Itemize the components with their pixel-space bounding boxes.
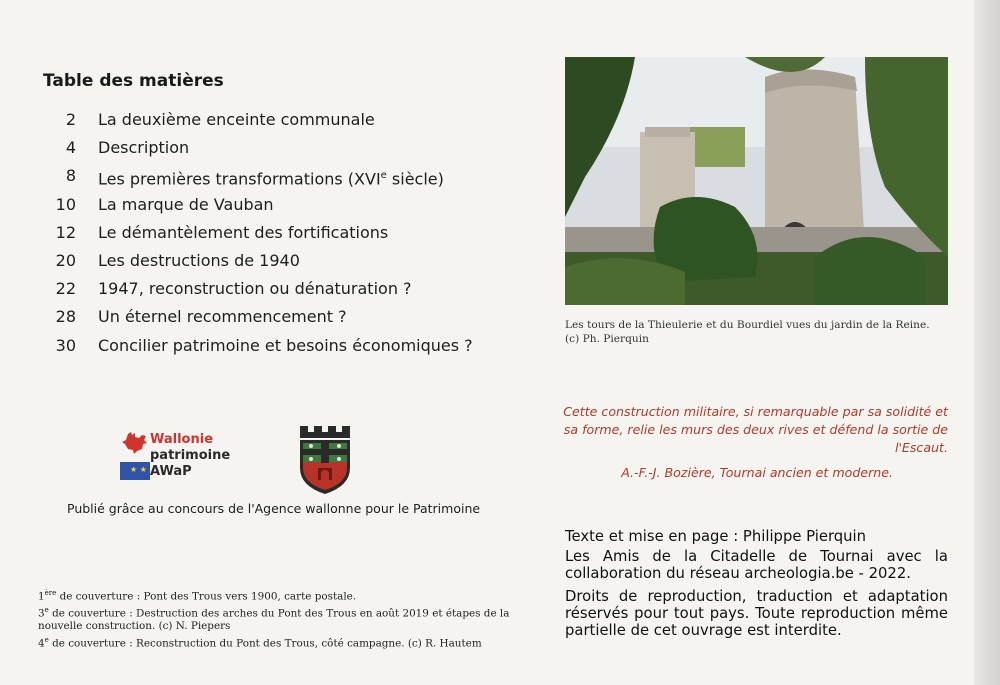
toc-entry-title: Les destructions de 1940 <box>98 250 300 270</box>
toc-entry[interactable] <box>40 247 480 275</box>
cover-credits <box>38 587 548 650</box>
superscript: e <box>44 605 49 614</box>
toc-entry-title-part: siècle) <box>386 169 444 189</box>
toc-page-number: 8 <box>65 166 76 186</box>
colophon-publisher: Les Amis de la Citadelle de Tournai avec la collaboration du réseau archeologia.be - 2022. <box>565 548 948 583</box>
tournai-coat-of-arms-icon <box>294 424 354 496</box>
rooster-icon <box>122 432 148 454</box>
credit-cover-1: 1ère de couverture : Pont des Trous vers 1900, carte postale. <box>38 589 357 603</box>
toc-entry[interactable] <box>40 191 480 219</box>
credit-text: de couverture : Pont des Trous vers 1900, carte postale. <box>56 590 357 603</box>
eu-flag-icon: ★ ★ <box>120 462 150 480</box>
superscript: ère <box>44 589 57 597</box>
credit-text: de couverture : Reconstruction du Pont des Trous, côté campagne. (c) R. Hautem <box>48 637 482 650</box>
logo-line-wallonie: Wallonie <box>150 432 214 447</box>
photo-caption <box>565 318 965 346</box>
toc-page-number: 22 <box>55 279 76 299</box>
towers-photo <box>565 57 948 305</box>
caption-credit: (c) Ph. Pierquin <box>565 333 649 345</box>
publication-credit: Publié grâce au concours de l'Agence wallonne pour le Patrimoine <box>67 501 481 516</box>
toc-entry-title: Le démantèlement des fortifications <box>98 222 389 242</box>
toc-entry[interactable] <box>40 275 480 303</box>
toc-entry[interactable] <box>40 106 480 134</box>
toc-page-number: 4 <box>65 138 76 158</box>
toc-entry-title <box>98 162 444 193</box>
toc-entry[interactable] <box>40 303 480 331</box>
toc-entry[interactable] <box>40 332 480 360</box>
toc-entry-title: La marque de Vauban <box>98 194 274 214</box>
colophon-author: Texte et mise en page : Philippe Pierquin <box>565 528 867 545</box>
toc-entry[interactable] <box>40 162 480 190</box>
credit-cover-3: 3e de couverture : Destruction des arches du Pont des Trous en août 2019 et étapes de la nouvelle construction. (c) N. Piepers <box>38 605 510 633</box>
toc-entry[interactable] <box>40 219 480 247</box>
toc-entry-title: Description <box>98 138 190 158</box>
toc-entry-title: Un éternel recommencement ? <box>98 307 347 327</box>
toc-page-number: 20 <box>55 250 76 270</box>
toc-page-number: 30 <box>55 335 76 355</box>
toc-page-number: 12 <box>55 222 76 242</box>
toc-entry[interactable] <box>40 134 480 162</box>
quote-text: Cette construction militaire, si remarquable par sa solidité et sa forme, relie les murs des deux rives et défend la sortie de l'Escaut. <box>563 404 948 455</box>
toc-entry-title-part: Les premières transformations (XVI <box>98 169 381 189</box>
toc-entry-title: Concilier patrimoine et besoins économiques ? <box>98 335 473 355</box>
colophon-rights: Droits de reproduction, traduction et adaptation réservés pour tout pays. Toute reproduction même partielle de cet ouvrage est interdite. <box>565 587 948 640</box>
century-superscript: e <box>380 170 387 182</box>
quote-author: A.-F.-J. Bozière, Tournai ancien et moderne. <box>621 465 893 480</box>
wallonie-patrimoine-logo <box>120 432 235 482</box>
toc-page-number: 2 <box>65 110 76 129</box>
toc-title: Table des matières <box>43 71 224 91</box>
page-edge-shadow <box>974 0 1000 685</box>
credit-text: de couverture : Destruction des arches du Pont des Trous en août 2019 et étapes de la nouvelle construction. (c) N. Piepers <box>38 607 510 633</box>
credit-cover-4: 4e de couverture : Reconstruction du Pont des Trous, côté campagne. (c) R. Hautem <box>38 635 482 650</box>
toc-entry-title: La deuxième enceinte communale <box>98 110 375 129</box>
caption-line: Les tours de la Thieulerie et du Bourdiel vues du jardin de la Reine. <box>565 319 930 331</box>
colophon <box>565 528 948 639</box>
logo-line-patrimoine: patrimoine <box>150 448 231 463</box>
table-of-contents <box>40 106 480 360</box>
toc-page-number: 10 <box>55 194 76 214</box>
superscript: e <box>44 635 49 644</box>
toc-page-number: 28 <box>55 307 76 327</box>
toc-entry-title: 1947, reconstruction ou dénaturation ? <box>98 279 412 299</box>
logo-line-awap: AWaP <box>150 464 192 479</box>
